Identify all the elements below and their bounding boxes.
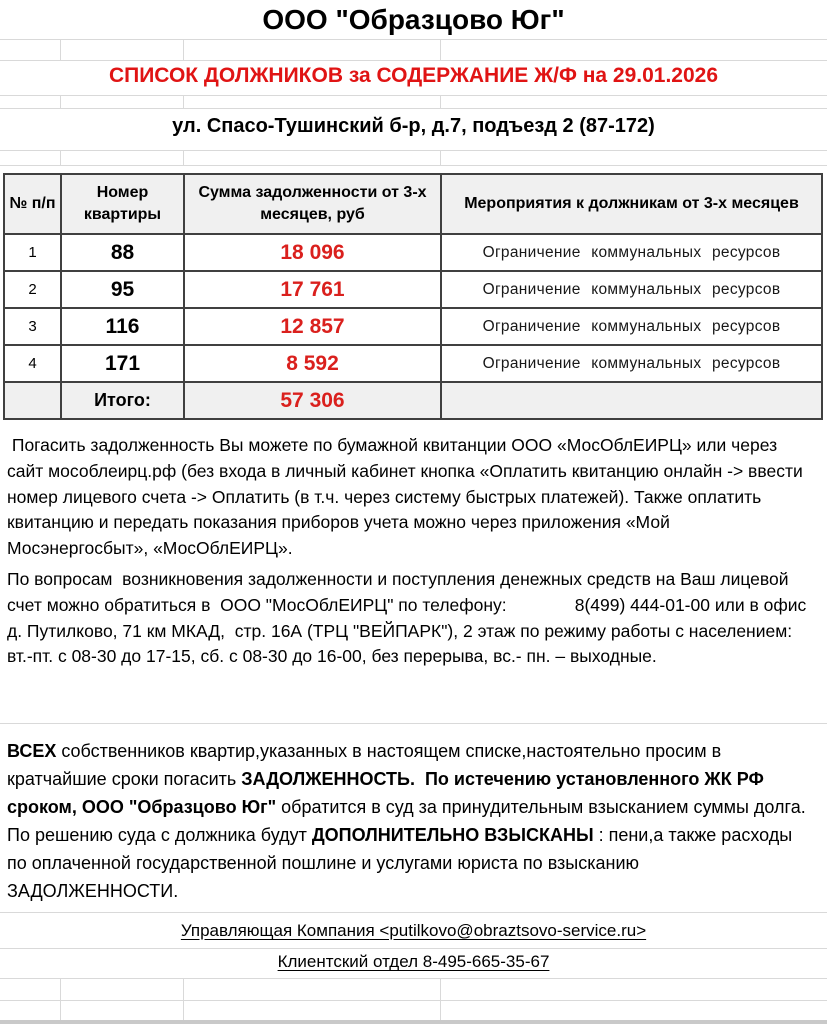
- gridline-vertical: [183, 150, 184, 165]
- table-row: [4, 308, 822, 345]
- row-number-cell: 1: [4, 234, 61, 271]
- debt-amount-cell: 12 857: [184, 308, 441, 345]
- gridline-vertical: [440, 39, 441, 60]
- sheet-bottom-edge: [0, 1020, 827, 1024]
- debt-amount-cell: 8 592: [184, 345, 441, 382]
- gridline-horizontal: [0, 39, 827, 40]
- gridline-vertical: [183, 95, 184, 108]
- row-number-cell: 3: [4, 308, 61, 345]
- table-row: [4, 345, 822, 382]
- client-department-contact: [0, 952, 827, 972]
- debt-amount-cell: 18 096: [184, 234, 441, 271]
- total-empty-cell: [4, 382, 61, 419]
- action-cell: Ограничение коммунальных ресурсов: [441, 308, 822, 345]
- gridline-vertical: [440, 95, 441, 108]
- action-cell: Ограничение коммунальных ресурсов: [441, 345, 822, 382]
- header-row-number: № п/п: [4, 174, 61, 234]
- row-number-cell: 4: [4, 345, 61, 382]
- gridline-horizontal: [0, 108, 827, 109]
- company-title: ООО "Образцово Юг": [262, 4, 565, 35]
- total-label: Итого:: [61, 382, 184, 419]
- table-row: [4, 234, 822, 271]
- apartment-cell: 171: [61, 345, 184, 382]
- header-actions: Мероприятия к должникам от 3-х месяцев: [441, 174, 822, 234]
- gridline-vertical: [440, 150, 441, 165]
- table-header-row: [4, 174, 822, 234]
- gridline-vertical: [183, 978, 184, 1020]
- gridline-horizontal: [0, 723, 827, 724]
- total-row: [4, 382, 822, 419]
- gridline-vertical: [60, 978, 61, 1020]
- gridline-horizontal: [0, 1000, 827, 1001]
- gridline-horizontal: [0, 95, 827, 96]
- gridline-vertical: [60, 95, 61, 108]
- management-company-contact: [0, 921, 827, 941]
- gridline-horizontal: [0, 978, 827, 979]
- gridline-vertical: [440, 978, 441, 1020]
- gridline-vertical: [60, 150, 61, 165]
- header-apartment-number: Номер квартиры: [61, 174, 184, 234]
- debt-warning-paragraph: ВСЕХ собственников квартир,указанных в настоящем списке,настоятельно просим в кратчайшие сроки погасить ЗАДОЛЖЕННОСТЬ. По истечению установленного ЖК РФ сроком, ООО "Образцово Юг" обратится в суд за принудительным взысканием суммы долга. По решению суда с должника будут ДОПОЛНИТЕЛЬНО ВЗЫСКАНЫ : пени,а также расходы по оплаченной государственной пошлине и услугами юриста по взысканию ЗАДОЛЖЕННОСТИ.: [7, 741, 811, 901]
- row-number-cell: 2: [4, 271, 61, 308]
- contact-info-paragraph: По вопросам возникновения задолженности и поступления денежных средств на Ваш лицевой счет можно обратиться в ООО "МосОблЕИРЦ" по телефону: 8(499) 444-01-00 или в офис д. Путилково, 71 км МКАД, стр. 16А (ТРЦ "ВЕЙПАРК"), 2 этаж по режиму работы с населением: вт.-пт. с 08-30 до 17-15, сб. с 08-30 до 16-00, без перерыва, вс.- пн. – выходные.: [7, 569, 812, 667]
- gridline-horizontal: [0, 150, 827, 151]
- total-empty-cell: [441, 382, 822, 419]
- client-department-phone: Клиентский отдел 8-495-665-35-67: [277, 952, 550, 971]
- debtors-table: [3, 173, 823, 420]
- debtors-list-heading: СПИСОК ДОЛЖНИКОВ за СОДЕРЖАНИЕ Ж/Ф на 29.01.2026: [108, 64, 719, 87]
- building-address: ул. Спасо-Тушинский б-р, д.7, подъезд 2 (87-172): [172, 115, 655, 137]
- gridline-horizontal: [0, 912, 827, 913]
- header-debt-sum: Сумма задолженности от 3-х месяцев, руб: [184, 174, 441, 234]
- debt-amount-cell: 17 761: [184, 271, 441, 308]
- table-row: [4, 271, 822, 308]
- total-debt-value: 57 306: [184, 382, 441, 419]
- management-company-email: Управляющая Компания <putilkovo@obraztsovo-service.ru>: [180, 921, 647, 940]
- apartment-cell: 95: [61, 271, 184, 308]
- apartment-cell: 116: [61, 308, 184, 345]
- action-cell: Ограничение коммунальных ресурсов: [441, 234, 822, 271]
- gridline-horizontal: [0, 60, 827, 61]
- gridline-horizontal: [0, 948, 827, 949]
- gridline-vertical: [183, 39, 184, 60]
- action-cell: Ограничение коммунальных ресурсов: [441, 271, 822, 308]
- gridline-horizontal: [0, 165, 827, 166]
- apartment-cell: 88: [61, 234, 184, 271]
- gridline-vertical: [60, 39, 61, 60]
- payment-info-paragraph: Погасить задолженность Вы можете по бумажной квитанции ООО «МосОблЕИРЦ» или через сайт мособлеирц.рф (без входа в личный кабинет кнопка «Оплатить квитанцию онлайн -> ввести номер лицевого счета -> Оплатить (в т.ч. через систему быстрых платежей). Также оплатить квитанцию и передать показания приборов учета можно через приложения «Мой Мосэнергосбыт», «МосОблЕИРЦ».: [7, 435, 808, 559]
